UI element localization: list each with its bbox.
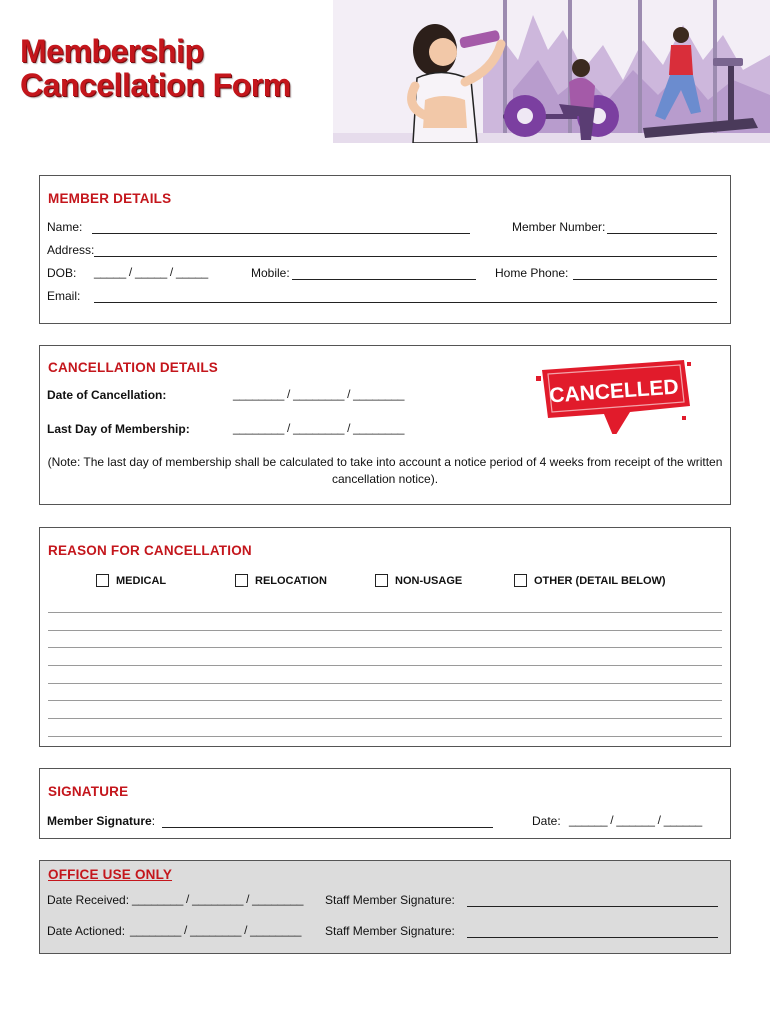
cancellation-note: (Note: The last day of membership shall be calculated to take into account a notice period of 4 weeks from receipt of the written cancellation notice). [47,455,723,486]
non-usage-label: NON-USAGE [395,575,463,587]
other-label: OTHER (DETAIL BELOW) [534,575,666,587]
member-number-field[interactable] [607,233,717,234]
medical-checkbox[interactable] [96,574,109,587]
mobile-label: Mobile: [251,266,290,280]
home-phone-label: Home Phone: [495,266,569,280]
staff-signature-field-2[interactable] [467,937,718,938]
office-use-heading: OFFICE USE ONLY [48,867,173,882]
cancellation-details-section [39,345,731,505]
reason-detail-line[interactable] [48,612,722,613]
reason-detail-line[interactable] [48,700,722,701]
name-field[interactable] [92,233,470,234]
home-phone-field[interactable] [573,279,717,280]
date-of-cancellation-label: Date of Cancellation: [47,388,167,402]
address-label: Address: [47,243,95,257]
date-received-label: Date Received: [47,893,130,907]
staff-signature-label-1: Staff Member Signature: [325,893,455,907]
reason-detail-line[interactable] [48,736,722,737]
relocation-label: RELOCATION [255,575,327,587]
form-title-line1: Membership [20,33,204,69]
date-actioned-field[interactable]: ________ / ________ / ________ [130,923,302,937]
reason-option-other[interactable] [514,574,666,587]
reason-detail-line[interactable] [48,665,722,666]
signature-section [39,768,731,839]
member-signature-field[interactable] [162,827,493,828]
last-day-label: Last Day of Membership: [47,422,190,436]
office-use-section [39,860,731,954]
cancelled-stamp-text: CANCELLED [548,375,680,408]
reason-heading: REASON FOR CANCELLATION [48,543,252,558]
signature-date-field[interactable]: ______ / ______ / ______ [569,813,702,827]
dob-label: DOB: [47,266,77,280]
staff-signature-label-2: Staff Member Signature: [325,924,455,938]
reason-option-medical[interactable] [96,574,166,587]
date-of-cancellation-field[interactable]: ________ / ________ / ________ [233,387,405,401]
last-day-field[interactable]: ________ / ________ / ________ [233,421,405,435]
signature-date-label: Date: [532,814,561,828]
member-details-heading: MEMBER DETAILS [48,191,172,206]
member-signature-label-wrap [47,814,155,828]
staff-signature-field-1[interactable] [467,906,718,907]
form-title [20,34,291,102]
reason-detail-line[interactable] [48,683,722,684]
email-field[interactable] [94,302,717,303]
cancellation-details-heading: CANCELLATION DETAILS [48,360,218,375]
name-label: Name: [47,220,83,234]
medical-label: MEDICAL [116,575,167,587]
address-field[interactable] [94,256,717,257]
reason-detail-line[interactable] [48,630,722,631]
form-title-line2: Cancellation Form [20,67,291,103]
member-signature-colon: : [151,814,156,828]
reason-option-relocation[interactable] [235,574,327,587]
member-details-section [39,175,731,324]
non-usage-checkbox[interactable] [375,574,388,587]
relocation-checkbox[interactable] [235,574,248,587]
cancelled-stamp-icon [534,356,696,434]
member-number-label: Member Number: [512,220,606,234]
member-signature-label: Member Signature [47,814,152,828]
reason-section [39,527,731,747]
gym-illustration [333,0,770,143]
mobile-field[interactable] [292,279,476,280]
reason-detail-line[interactable] [48,718,722,719]
reason-detail-line[interactable] [48,647,722,648]
email-label: Email: [47,289,81,303]
dob-field[interactable]: _____ / _____ / _____ [94,265,208,279]
date-received-field[interactable]: ________ / ________ / ________ [132,892,304,906]
other-checkbox[interactable] [514,574,527,587]
signature-heading: SIGNATURE [48,784,129,799]
reason-option-non-usage[interactable] [375,574,462,587]
date-actioned-label: Date Actioned: [47,924,126,938]
